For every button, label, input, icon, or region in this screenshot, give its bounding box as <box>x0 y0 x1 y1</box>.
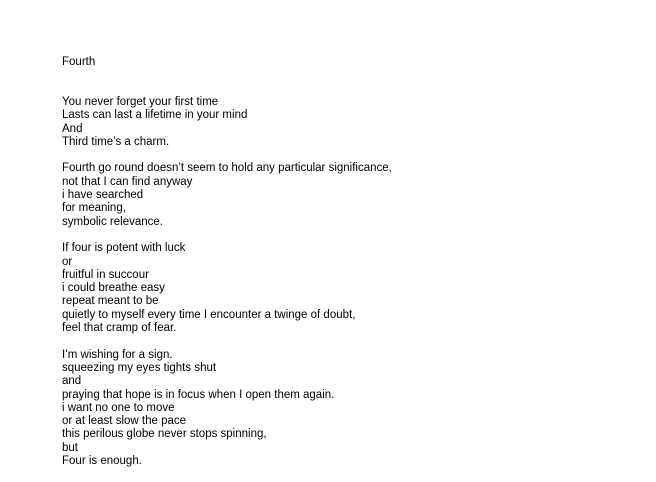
poem-line: repeat meant to be <box>62 295 159 308</box>
poem-line: i could breathe easy <box>62 282 165 295</box>
poem-line: If four is potent with luck <box>62 242 186 255</box>
poem-line: and <box>62 375 82 388</box>
poem-line: or <box>62 255 73 268</box>
poem-body <box>62 96 642 482</box>
poem-line: i have searched <box>62 189 144 202</box>
stanza-1 <box>62 96 642 149</box>
poem-line: this perilous globe never stops spinning, <box>62 428 267 441</box>
poem-line: I’m wishing for a sign. <box>62 348 173 361</box>
stanza-3 <box>62 242 642 335</box>
poem-line: quietly to myself every time I encounter a twinge of doubt, <box>62 308 356 321</box>
poem-line: Four is enough. <box>62 455 142 468</box>
poem-line: squeezing my eyes tights shut <box>62 361 217 374</box>
poem-line: i want no one to move <box>62 401 175 414</box>
poem-line: Fourth go round doesn’t seem to hold any particular significance, <box>62 162 392 175</box>
poem-line: for meaning, <box>62 202 126 215</box>
poem-line: or at least slow the pace <box>62 415 187 428</box>
poem-line: but <box>62 441 78 454</box>
poem-line: Lasts can last a lifetime in your mind <box>62 109 248 122</box>
poem-line: not that I can find anyway <box>62 175 193 188</box>
poem-line: symbolic relevance. <box>62 215 163 228</box>
stanza-2 <box>62 162 642 228</box>
poem-line: feel that cramp of fear. <box>62 322 177 335</box>
poem-line: And <box>62 122 83 135</box>
poem-line: fruitful in succour <box>62 268 149 281</box>
poem-line: You never forget your first time <box>62 96 219 108</box>
stanza-4 <box>62 349 642 469</box>
poem-line: praying that hope is in focus when I open them again. <box>62 388 335 401</box>
poem-line: Third time’s a charm. <box>62 135 170 148</box>
poem-title: Fourth <box>62 56 96 68</box>
